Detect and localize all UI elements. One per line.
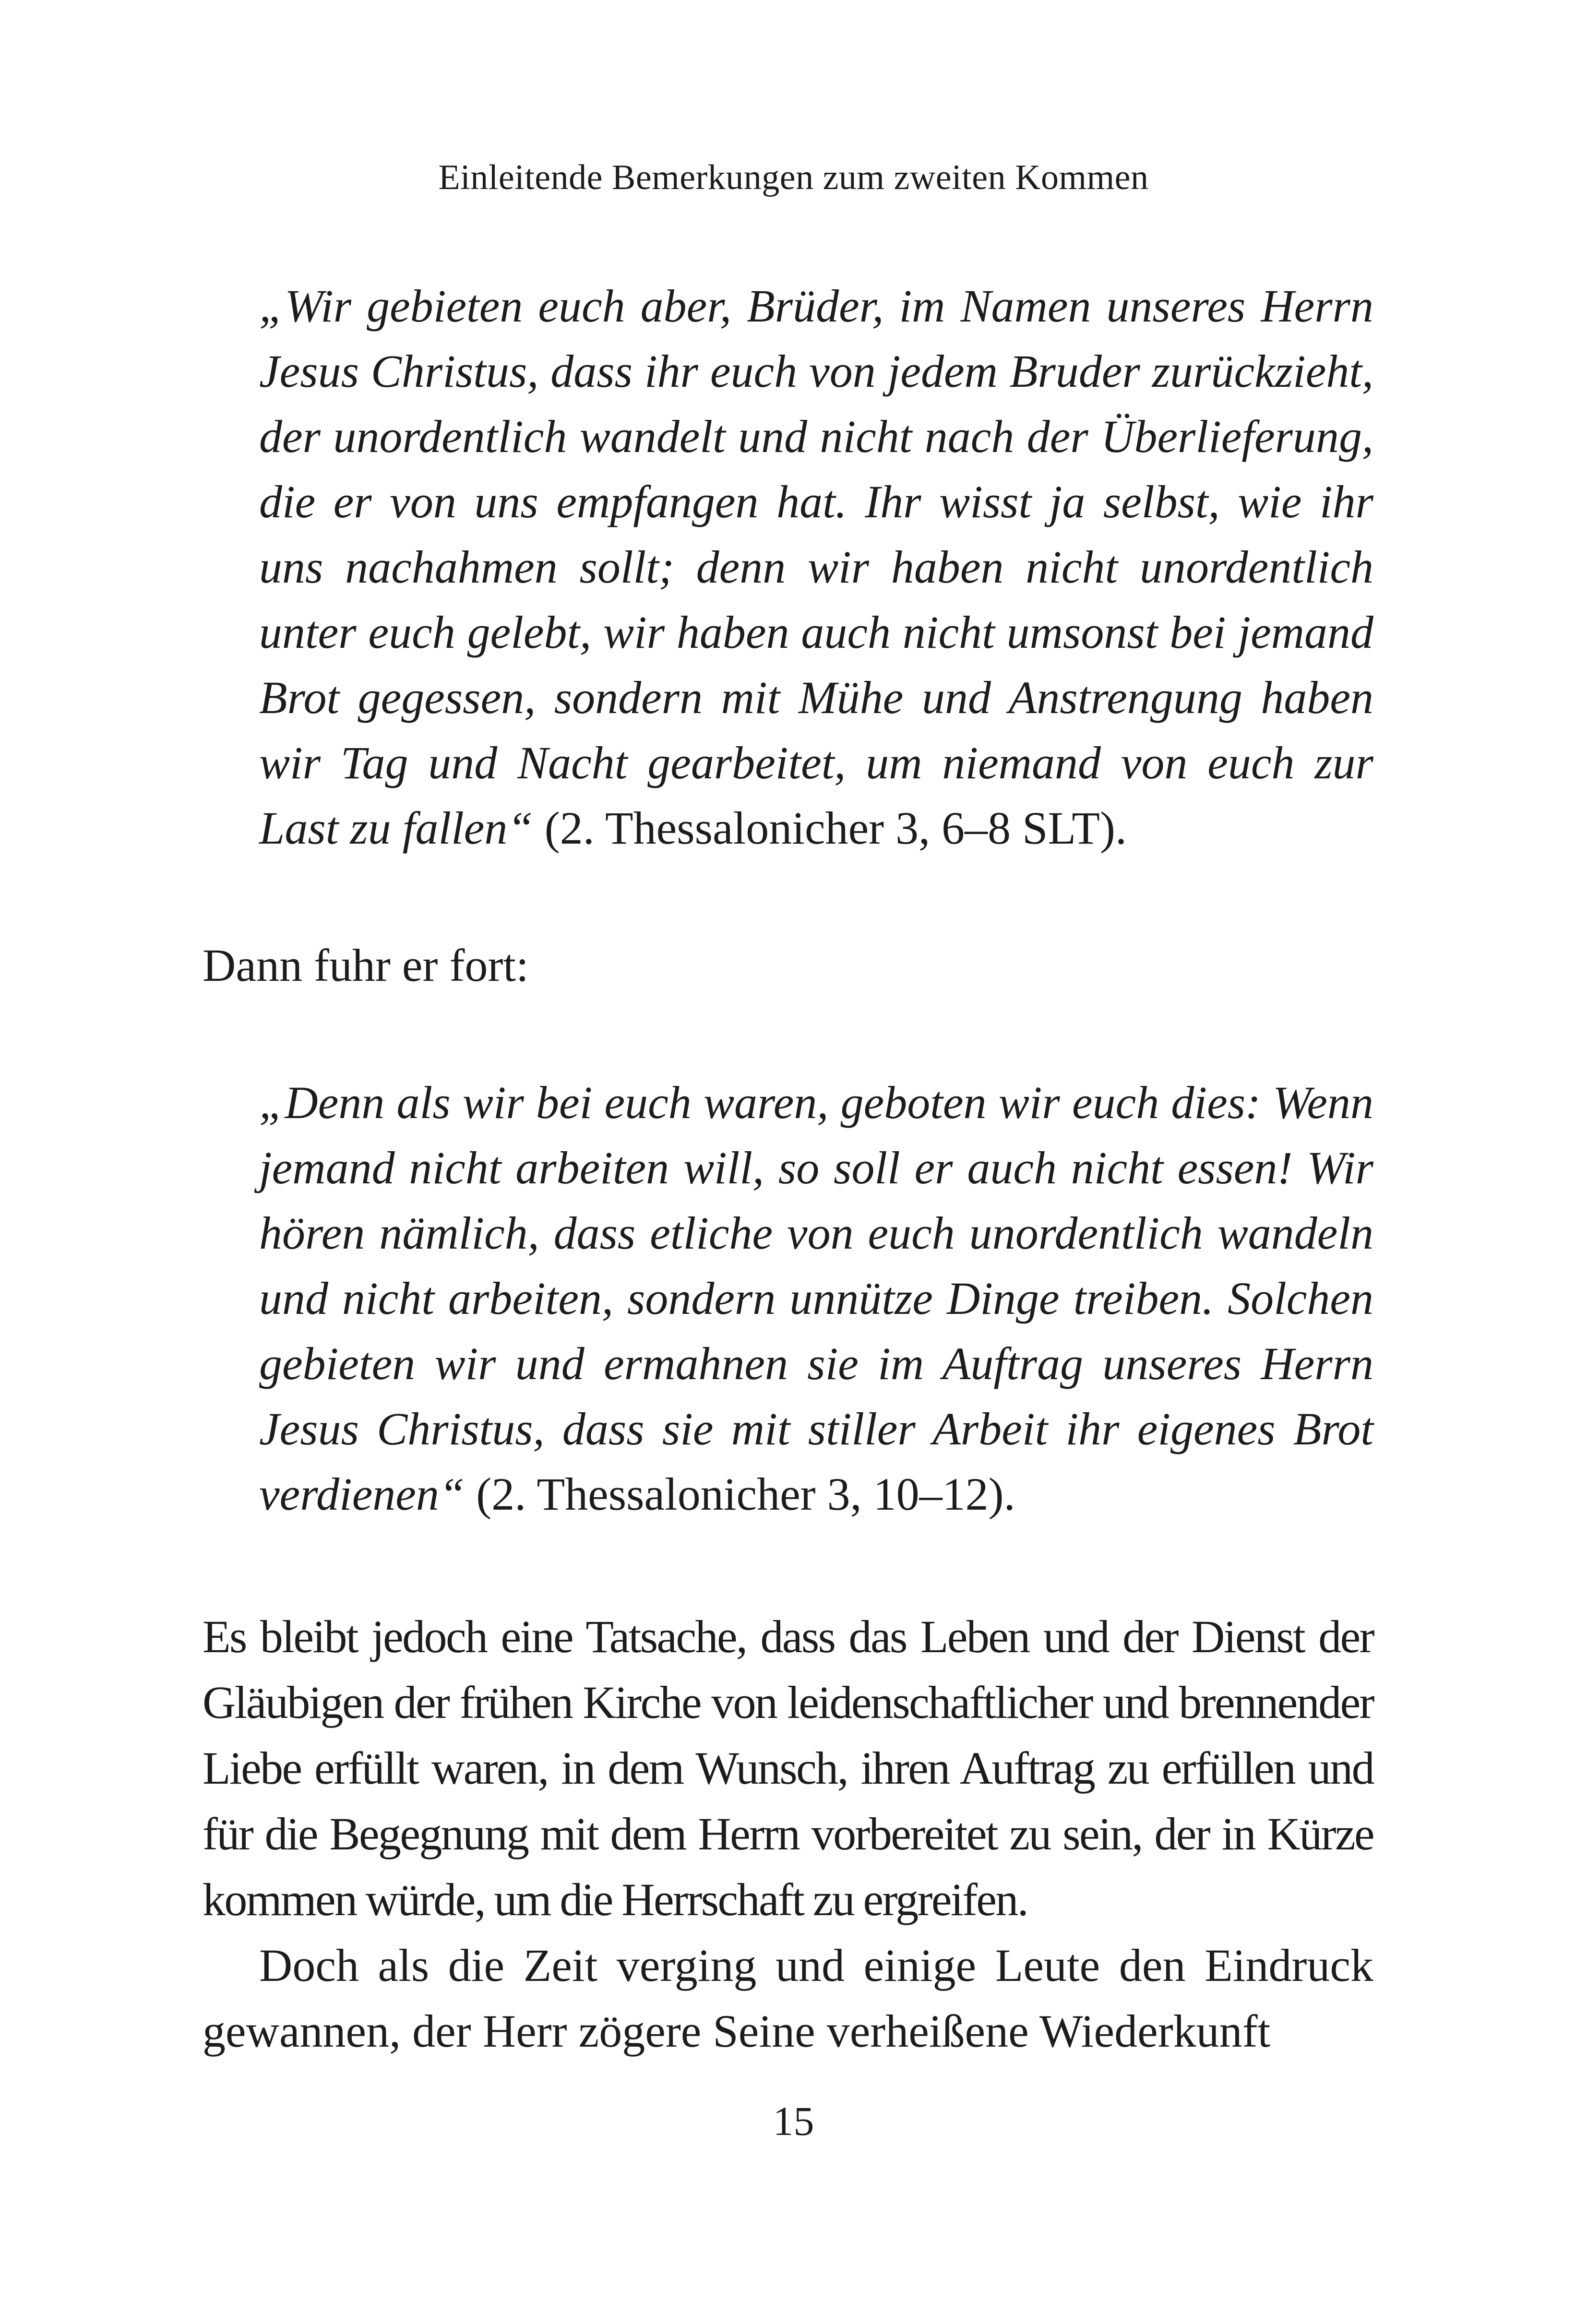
block-quote-1 [259, 274, 1373, 861]
block-quote-2 [259, 1070, 1373, 1527]
body-paragraph-1: Es bleibt jedoch eine Tatsache, dass das Leben und der Dienst der Gläubigen der frühen Kirche von leidenschaftlicher und brennender Liebe erfüllt waren, in dem Wunsch, ihren Auftrag zu erfüllen und für die Begegnung mit dem Herrn vorbereitet zu sein, der in Kürze kommen würde, um die Herrschaft zu ergreifen. [203, 1611, 1373, 1925]
page-body [203, 274, 1373, 2064]
running-header: Einleitende Bemerkungen zum zweiten Kommen [438, 158, 1149, 197]
quote-2-text: „Denn als wir bei euch waren, geboten wir euch dies: Wenn jemand nicht arbeiten will, so soll er auch nicht essen! Wir hören nämlich, dass etliche von euch unordentlich wandeln und nicht arbeiten, sondern unnütze Dinge treiben. Solchen gebieten wir und ermahnen sie im Auftrag unseres Herrn Jesus Christus, dass sie mit stiller Arbeit ihr eigenes Brot verdienen“ [259, 1077, 1373, 1520]
quote-2-reference: (2. Thessalonicher 3, 10–12). [465, 1468, 1015, 1520]
quote-1-text: „Wir gebieten euch aber, Brüder, im Namen unseres Herrn Jesus Christus, dass ihr euch von jedem Bruder zurückzieht, der unordentlich wandelt und nicht nach der Überlieferung, die er von uns empfangen hat. Ihr wisst ja selbst, wie ihr uns nachahmen sollt; denn wir haben nicht unordentlich unter euch gelebt, wir haben auch nicht umsonst bei jemand Brot gegessen, sondern mit Mühe und Anstrengung haben wir Tag und Nacht gearbeitet, um niemand von euch zur Last zu fallen“ [259, 280, 1373, 854]
body-paragraph-2: Doch als die Zeit verging und einige Leute den Eindruck gewannen, der Herr zögere Seine verheißene Wiederkunft [203, 1940, 1373, 2057]
quote-1-reference: (2. Thessalonicher 3, 6–8 SLT). [533, 802, 1127, 854]
page-number: 15 [773, 2098, 814, 2144]
transition-sentence: Dann fuhr er fort: [203, 940, 529, 991]
